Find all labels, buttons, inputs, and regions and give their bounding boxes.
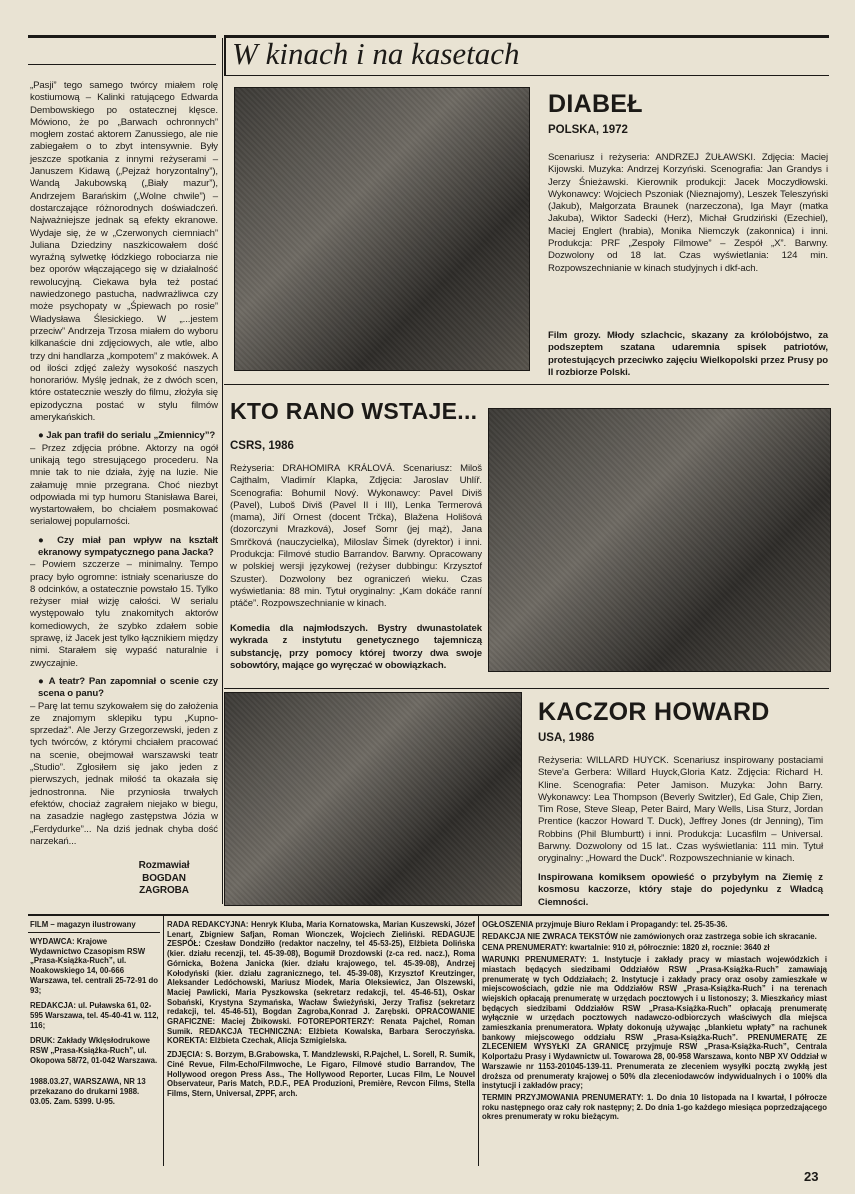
film-country-diabel: POLSKA, 1972 [548, 124, 628, 136]
interview-answer: – Powiem szczerze – minimalny. Tempo pracy było ogromne: istniały scenariusze do 8 odcinków, a ostatecznie powstało 15. Tylko reżyser miał wizję całości. W serialu występowało tylu znakomitych aktorów komediowych, że szybko zdałem sobie sprawę, iż Jacek jest tylko łącznikiem między nimi. Starałem się wypaść naturalnie i zwyczajnie. [30, 559, 218, 669]
film-country-kto: CSRS, 1986 [230, 440, 294, 452]
print-info: DRUK: Zakłady Wklęsłodrukowe RSW „Prasa-Książka-Ruch”, ul. Okopowa 58/72, 01-042 Warszawa. [30, 1036, 158, 1065]
film-summary-diabel: Film grozy. Młody szlachcic, skazany za królobójstwo, za podszeptem szatana udaremnia spisek patriotów, protestujących przeciwko zajęciu Wielkopolski przez Prusy po II rozbiorze Polski. [548, 330, 828, 378]
no-return-text: REDAKCJA NIE ZWRACA TEKSTÓW nie zamówionych oraz zastrzega sobie ich skracanie. [482, 931, 817, 941]
publisher-info [30, 937, 160, 1107]
film-summary-howard: Inspirowana komiksem opowieść o przybyłym na Ziemię z kosmosu kaczorze, który staje do pojedynku z Władcą Ciemności. [538, 872, 823, 908]
interview-question: ● A teatr? Pan zapomniał o scenie czy scena o panu? [38, 675, 218, 700]
film-title-howard: KACZOR HOWARD [538, 698, 770, 726]
title-bottom-rule [224, 75, 829, 76]
footer-separator-1 [163, 916, 164, 1166]
column-separator [222, 38, 223, 904]
page-number: 23 [804, 1169, 819, 1184]
masthead-rule [28, 932, 160, 933]
interview-column [30, 80, 218, 898]
interview-question: ● Jak pan trafił do serialu „Zmiennicy”? [38, 430, 216, 442]
deadlines-text: TERMIN PRZYJMOWANIA PRENUMERATY: 1. Do dnia 10 listopada na I kwartał, I półrocze roku następnego oraz cały rok następny; 2. Do dnia 1-go każdego miesiąca poprzedzającego okres prenumeraty w roku bieżącym. [482, 1092, 827, 1122]
board-text: RADA REDAKCYJNA: Henryk Kluba, Maria Kornatowska, Marian Kuszewski, Józef Lenart, Zbigniew Safjan, Roman Wionczek, Wojciech Zieliński. REDAGUJE ZESPÓŁ: Czesław Dondziłło (redaktor naczelny, tel 45-53-25), Elżbieta Dolińska (kier. działu recenzji, tel. 45-39-08), Bogumił Drozdowski (z-ca red. nacz.), Roma Górnicka, Bożena Janicka (kier. działu krajowego, tel. 45-39-08), Andrzej Kołodyński (kier. działu zagranicznego, tel. 45-39-08), Krzysztof Kreutzinger, Aleksander Ledóchowski, Mariusz Miodek, Maria Oleksiewicz, Jan Olszewski, Maciej Pawlicki, Maria Pyszkowska (sekretarz redakcji, tel. 45-46-51), Oskar Sobański, Krystyna Szymańska, Wacław Świeżyński, Jerzy Trafisz (sekretarz redakcji, tel. 45-46-51), Bogdan Zagroba,Konrad J. Zarębski. OPRACOWANIE GRAFICZNE: Maciej Żbikowski. FOTOREPORTERZY: Renata Pajchel, Roman Sumik. REDAKCJA TECHNICZNA: Elżbieta Kowalska, Barbara Seroczyńska. KOREKTA: Elżbieta Czechak, Alicja Szmigielska. [167, 920, 475, 1046]
interview-question: ● Czy miał pan wpływ na kształt ekranowy sympatycznego pana Jacka? [38, 534, 218, 558]
film-title-kto: KTO RANO WSTAJE... [230, 398, 478, 424]
footer-top-rule [28, 914, 829, 916]
editorial-board [167, 920, 475, 1099]
title-left-border [224, 35, 226, 75]
film-divider [224, 384, 829, 385]
signature [110, 860, 218, 898]
kto-rano-photo [488, 408, 831, 672]
editorial-address: REDAKCJA: ul. Puławska 61, 02-595 Warszawa, tel. 45-40-41 w. 112, 116; [30, 1001, 159, 1030]
film-divider [224, 688, 829, 689]
film-country-howard: USA, 1986 [538, 732, 595, 744]
section-title: W kinach i na kasetach [232, 36, 520, 71]
film-title-diabel: DIABEŁ [548, 90, 643, 118]
price-text: CENA PRENUMERATY: kwartalnie: 910 zł, półrocznie: 1820 zł, rocznie: 3640 zł [482, 943, 770, 953]
signature-line: Rozmawiał [138, 860, 190, 872]
film-credits-howard: Reżyseria: WILLARD HUYCK. Scenariusz inspirowany postaciami Steve'a Gerbera: Willard Huyck,Gloria Katz. Zdjęcia: Richard H. Kline. Scenografia: Peter Jamison. Muzyka: John Barry. Wykonawcy: Lea Thompson (Beverly Switzler), Ed Gale, Chip Zien, Tim Rose, Steve Sleap, Peter Baird, Mary Wells, Lisa Sturz, Jordan Prentice (kaczor Howard T. Duck), Jeffrey Jones (dr Jenning), Tim Robbins (Phil Blumburtt) i inni. Produkcja: Lucasfilm – Universal. Barwny. Dozwolony od 15 lat.. Czas wyświetlania: 111 min. Tytuł oryginalny: „Howard the Duck”. Rozpowszechnianie w kinach. [538, 755, 823, 865]
interview-answer: – Przez zdjęcia próbne. Aktorzy na ogół unikają tego stresującego procederu. Na mnie tak to nie działa, żyję na luzie. Nie załamuję mnie przegrana. Choć niezbyt odpowiada mi typ humoru Stanisława Barei, wystartowałem, bo chciałem posmakować serialowej popularności. [30, 442, 218, 528]
masthead-title: FILM – magazyn ilustrowany [30, 920, 136, 929]
kaczor-howard-photo [224, 692, 522, 906]
diabel-photo [234, 87, 530, 371]
signature-name: BOGDAN [142, 872, 186, 884]
publisher-text: WYDAWCA: Krajowe Wydawnictwo Czasopism RSW „Prasa-Książka-Ruch”, ul. Noakowskiego 14, 00-666 Warszawa, tel. centrali 25-72-91 do 93; [30, 937, 158, 995]
signature-surname: ZAGROBA [139, 885, 189, 897]
interview-answer: – Parę lat temu szykowałem się do założenia ze znajomym sklepiku typu „Kupno-sprzedaż”. Ale Jerzy Grzegorzewski, jeden z tych twórców, z którymi chciałem pracować na scenie, obejmował warszawski teatr „Studio”. Zgłosiłem się jako jeden z pierwszych, jednak miłość ta okazała się jednostronna. Nie przyniosła trwałych efektów, chociaż zagrałem niejako w biegu, na zasadzie nagłego zastępstwa Józia w „Ferdydurke”... Na dziś jednak chyba dość narzekań... [30, 700, 218, 847]
film-summary-kto: Komedia dla najmłodszych. Bystry dwunastolatek wykrada z instytutu genetycznego tajemniczą substancję, przy pomocy której tworzy dwa swoje sobowtóry, mające go wyręczać w obowiązkach. [230, 623, 482, 671]
top-rule-left [28, 35, 216, 38]
film-credits-kto: Reżyseria: DRAHOMIRA KRÁLOVÁ. Scenariusz: Miloš Cajthalm, Vladimír Klapka, Zdjęcia: Jaroslav Uhlíř. Scenografia: Bohumil Nový. Wykonawcy: Pavel Diviš (Pavel), Luboš Diviš (Pavel II i III), Lenka Termerová (mama), Jiří Ornest (docent Trčka), Blažena Holišová (dozorczyni Mrazková), Josef Somr (jej mąż), Jana Smrčková (nauczycielka), Miloslav Šimek (dyrektor) i inni. Produkcja: Filmové studio Barrandov. Barwny. Opracowany w polskiej wersji językowej (reżyser dubbingu: Krzysztof Szuster). Dozwolony bez ograniczeń wieku. Czas wyświetlania: 88 min. Tytuł oryginalny: „Kam dokáče ranní ptáče”. Rozpowszechnianie w kinach. [230, 463, 482, 610]
interview-paragraph: „Pasji” tego samego twórcy miałem rolę kostiumową – Kalinki ratującego Edwarda Dembowskiego po ostatecznej klęsce. Mówiono, że po „Barwach ochronnych” mogłem zostać aktorem Zanussiego, ale nie zabiegałem o to zbyt intensywnie. Były jeszcze spotkania z innymi reżyserami – Januszem Kidawą („Pejzaż horyzontalny”), Wandą Jakubowską („Biały mazur”), Andrzejem Barańskim („Wolne chwile”) – dostarczające różnorodnych doświadczeń. Najważniejsze jednak są efekty ekranowe. Wydaje się, że w „Czerwonych ciemniach” Juliana Dziedziny naszkicowałem dość wyraźną sylwetkę łódzkiego robociarza nie bez oporów włączającego się w działalność rewolucyjną. Ciekawa była też postać nawiedzonego pastucha, nadwrażliwca czy może psychopaty w „Śpiewach po rosie” Władysława Ślesickiego. W „...jestem przeciw” Andrzeja Trzosa miałem do wyboru kilkanaście dni zdjęciowych, ale wtle, albo trzy dni handlarza „kompotem” z makówek. A od ilości zdjęć zależy wysokość naszych honorariów. Myślę jednak, że z dwóch scen, które ostatecznie weszły do filmu, złożyła się epizodyczna postać w stylu filmów amerykańskich. [30, 80, 218, 424]
top-rule-left-thin [28, 64, 216, 65]
print-date: 1988.03.27, WARSZAWA, NR 13 przekazano do drukarni 1988. 03.05. Zam. 5399. U-95. [30, 1077, 146, 1106]
ads-text: OGŁOSZENIA przyjmuje Biuro Reklam i Propagandy: tel. 25-35-36. [482, 920, 728, 929]
photos-credit: ZDJĘCIA: S. Borzym, B.Grabowska, T. Mandzlewski, R.Pajchel, L. Sorell, R. Sumik, Ciné Revue, Film-Echo/Filmwoche, Le Figaro, Filmové studio Barrandov, The Hollywood oregon Press Ass., The Hollywood Reporter, Lucas Film, Le Nouvel Observateur, Paris Match, P.D.F., PEA Produzioni, Première, Revcon Films, Stella Films, Stern, Universal, ZPPF, arch. [167, 1050, 475, 1098]
film-credits-diabel: Scenariusz i reżyseria: ANDRZEJ ŻUŁAWSKI. Zdjęcia: Maciej Kijowski. Muzyka: Andrzej Korzyński. Scenografia: Jan Grandys i Jerzy Śnieżawski. Kierownik produkcji: Jacek Moczydłowski. Wykonawcy: Wojciech Pszoniak (Nieznajomy), Leszek Teleszyński (Jakub), Małgorzata Braunek (narzeczona), Iga Mayr (matka Jakuba), Wiktor Sadecki (Herz), Michał Grudziński (Ezechiel), Maciej Englert (hrabia), Monika Niemczyk (zakonnica) i inni. Produkcja: PRF „Zespoły Filmowe” – Zespół „X”. Barwny. Dozwolony od 18 lat. Czas wyświetlania: 124 min. Rozpowszechnianie w kinach studyjnych i dkf-ach. [548, 152, 828, 274]
subscription-info [482, 920, 827, 1122]
conditions-text: WARUNKI PRENUMERATY: 1. Instytucje i zakłady pracy w miastach wojewódzkich i miastach będących siedzibami Oddziałów RSW „Prasa-Książka-Ruch” zamawiają prenumeratę w tych Oddziałach; 2. Instytucje i zakłady pracy oraz osoby zamieszkałe w miejscowościach, gdzie nie ma Oddziałów RSW „Prasa-Książka-Ruch” i na terenach wiejskich opłacają prenumeratę w urzędach pocztowych i u listonoszy; 3. Mieszkańcy miast będących siedzibami Oddziałów RSW „Prasa-Książka-Ruch” opłacają prenumeratę wyłącznie w urzędach pocztowych nadawczo-odbiorczych właściwych dla miejsca zamieszkania prenumeratora. Wpłaty dokonują używając „blankietu wpłaty” na rachunek bankowy miejscowego oddziału RSW „Prasa-Książka-Ruch”. PRENUMERATĘ ZE ZLECENIEM WYSYŁKI ZA GRANICĘ przyjmuje RSW „Prasa-Książka-Ruch”, Centrala Kolportażu Prasy i Wydawnictw ul. Towarowa 28, 00-958 Warszawa, konto NBP XV Oddział w Warszawie nr 1153-201045-139-11. Prenumerata ze zleceniem wysyłki pocztą zwykłą jest droższa od prenumeraty krajowej o 50% dla zleceniodawców indywidualnych i o 100% dla instytucji i zakładów pracy; [482, 955, 827, 1091]
footer-separator-2 [478, 916, 479, 1166]
